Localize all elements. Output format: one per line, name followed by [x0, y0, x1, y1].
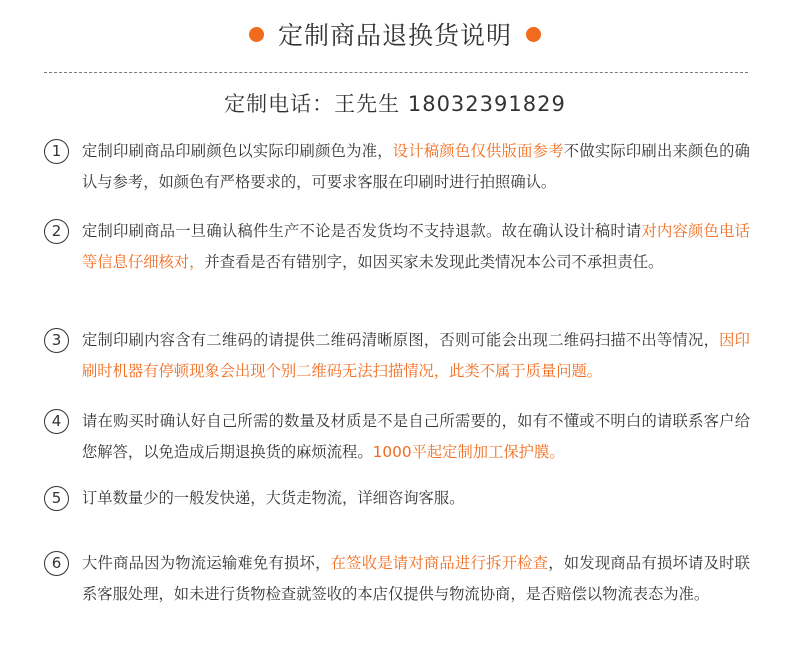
item-text: ，如发现商品有损坏请及时联系客服处理，如未进行货物检查就签收的本店仅提供与物流协商，是否赔偿以物流表态为准。	[82, 554, 750, 603]
policy-text-3	[82, 325, 750, 387]
dashed-divider	[44, 72, 748, 73]
item-text: 不做实际印刷出来颜色的确认与参考，如颜色有严格要求的，可要求客服在印刷时进行拍照确认。	[82, 142, 750, 191]
circled-number-3: 3	[44, 328, 69, 353]
item-text: 定制印刷商品印刷颜色以实际印刷颜色为准，	[82, 142, 393, 160]
item-text: 定制印刷内容含有二维码的请提供二维码清晰原图，否则可能会出现二维码扫描不出等情况，	[82, 331, 720, 349]
item-highlight: 设计稿颜色仅供版面参考	[392, 142, 564, 160]
policy-text-6	[82, 548, 750, 610]
title-bar	[0, 14, 790, 54]
policy-text-5	[82, 483, 750, 514]
right-dot-icon	[526, 27, 541, 42]
circled-number-4: 4	[44, 409, 69, 434]
circled-number-1: 1	[44, 139, 69, 164]
item-text: 并查看是否有错别字，如因买家未发现此类情况本公司不承担责任。	[204, 253, 664, 271]
circled-number-2: 2	[44, 219, 69, 244]
policy-text-2	[82, 216, 750, 278]
contact-phone-line: 定制电话：王先生 18032391829	[224, 92, 566, 116]
item-highlight: 1000平起定制加工保护膜。	[372, 443, 565, 461]
item-text: 订单数量少的一般发快递，大货走物流，详细咨询客服。	[82, 489, 465, 507]
circled-number-5: 5	[44, 486, 69, 511]
circled-number-6: 6	[44, 551, 69, 576]
item-text: 大件商品因为物流运输难免有损坏，	[82, 554, 331, 572]
item-highlight: 对内容颜色电话等信息仔细核对，	[82, 222, 750, 271]
item-highlight: 在签收是请对商品进行拆开检查	[330, 554, 549, 572]
item-text: 定制印刷商品一旦确认稿件生产不论是否发货均不支持退款。故在确认设计稿时请	[82, 222, 642, 240]
page-title: 定制商品退换货说明	[277, 21, 512, 50]
left-dot-icon	[249, 27, 264, 42]
policy-text-4	[82, 406, 750, 468]
policy-text-1	[82, 136, 750, 198]
item-text: 请在购买时确认好自己所需的数量及材质是不是自己所需要的，如有不懂或不明白的请联系客户给您解答，以免造成后期退换货的麻烦流程。	[82, 412, 750, 461]
item-highlight: 因印刷时机器有停顿现象会出现个别二维码无法扫描情况，此类不属于质量问题。	[82, 331, 750, 380]
